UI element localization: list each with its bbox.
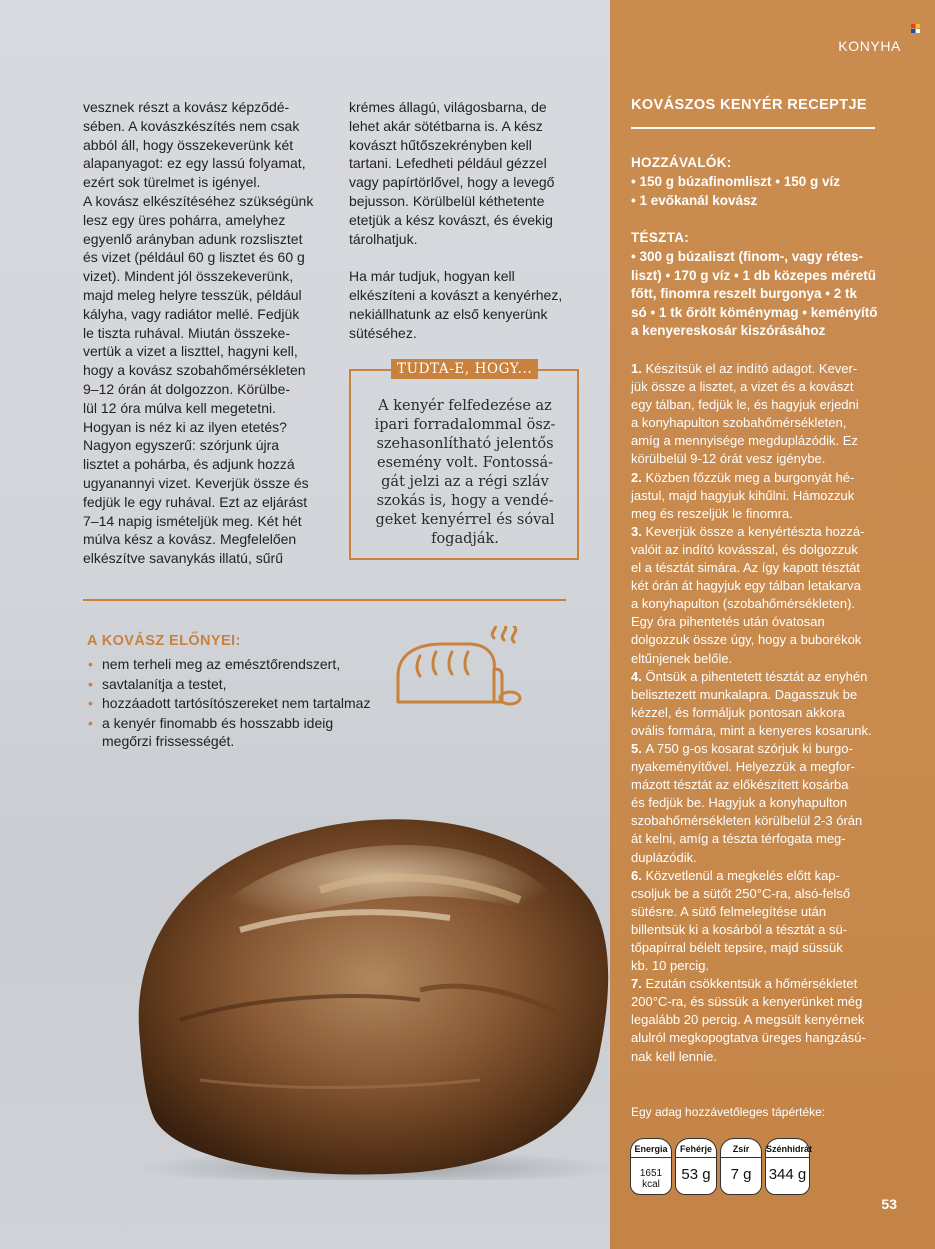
text-line: nekiállhatunk az első kenyerünk bbox=[349, 305, 548, 322]
recipe-step-line: körülbelül 9-12 órát vesz igénybe. bbox=[631, 451, 826, 467]
step-number: 5. bbox=[631, 740, 646, 756]
text-line: ezért sok türelmet is igényel. bbox=[83, 174, 261, 191]
step-number: 2. bbox=[631, 469, 646, 485]
recipe-step-line: és fedjük be. Hagyjuk a konyhapulton bbox=[631, 795, 848, 811]
recipe-step-line: 6. Közvetlenül a megkelés előtt kap- bbox=[631, 867, 840, 883]
text-line: kályha, vagy radiátor mellé. Fedjük bbox=[83, 305, 300, 322]
bread-icon bbox=[390, 626, 526, 714]
recipe-step-line: a konyhapulton szobahőmérsékleten, bbox=[631, 415, 847, 431]
text-line: Hogyan is néz ki az ilyen etetés? bbox=[83, 418, 287, 435]
benefit-text: a kenyér finomabb és hosszabb ideig megőrzi frissességét. bbox=[102, 714, 334, 749]
step-number: 6. bbox=[631, 867, 646, 883]
benefits-title: A KOVÁSZ ELŐNYEI: bbox=[87, 633, 241, 649]
recipe-step-line: a konyhapulton (szobahőmérsékleten). bbox=[631, 596, 856, 612]
ingredient-line: • 1 evőkanál kovász bbox=[631, 192, 758, 208]
nutrition-row bbox=[630, 1138, 813, 1195]
dough-ingredient-line: liszt) • 170 g víz • 1 db közepes méretű bbox=[631, 267, 877, 283]
did-you-know-line: ipari forradalommal ösz- bbox=[374, 417, 556, 433]
dough-ingredients-list bbox=[631, 248, 891, 341]
ingredients-list bbox=[631, 173, 891, 210]
benefit-item bbox=[88, 655, 378, 674]
brand-dots-icon bbox=[911, 24, 921, 34]
recipe-step-line: két órán át hagyjuk egy tálban letakarva bbox=[631, 578, 861, 594]
dough-ingredient-line: • 300 g búzaliszt (finom-, vagy rétes- bbox=[631, 249, 864, 264]
did-you-know-text bbox=[359, 397, 571, 549]
text-line bbox=[349, 248, 584, 267]
recipe-step-line: ovális formára, mint a kenyeres kosarunk. bbox=[631, 722, 872, 738]
did-you-know-line: A kenyér felfedezése az bbox=[378, 398, 552, 414]
step-number: 1. bbox=[631, 361, 646, 376]
text-line: krémes állagú, világosbarna, de bbox=[349, 99, 547, 115]
recipe-step-line: nyakeményítővel. Helyezzük a megfor- bbox=[631, 759, 855, 775]
recipe-step-line: amíg a mennyisége megduplázódik. Ez bbox=[631, 433, 858, 449]
text-line: le tiszta ruhával. Miután összeke- bbox=[83, 324, 290, 341]
benefit-text: savtalanítja a testet, bbox=[102, 675, 227, 692]
text-line: lisztet a pohárba, és adjunk hozzá bbox=[83, 456, 295, 473]
nutrition-box bbox=[720, 1138, 762, 1195]
dough-heading: TÉSZTA: bbox=[631, 230, 690, 245]
recipe-step-line: 5. A 750 g-os kosarat szórjuk ki burgo- bbox=[631, 740, 853, 756]
recipe-step-line: egy tálban, fedjük le, és hagyjuk erjedni bbox=[631, 397, 859, 413]
recipe-step-line: valóit az indító kovásszal, és dolgozzuk bbox=[631, 541, 858, 557]
section-divider bbox=[83, 599, 566, 601]
recipe-step-line: eltűnjenek belőle. bbox=[631, 650, 733, 666]
recipe-step-line: 4. Öntsük a pihentetett tésztát az enyhén bbox=[631, 668, 868, 684]
recipe-step-line: 7. Ezután csökkentsük a hőmérsékletet bbox=[631, 976, 858, 992]
benefit-item bbox=[88, 694, 378, 713]
recipe-step-line: nak kell lennie. bbox=[631, 1048, 717, 1064]
text-line: lehet akár sötétbarna is. A kész bbox=[349, 117, 543, 134]
text-line: Nagyon egyszerű: szórjunk újra bbox=[83, 437, 280, 454]
recipe-step-line: Egy óra pihentetés után óvatosan bbox=[631, 614, 825, 630]
recipe-step-line: szobahőmérsékleten körülbelül 2-3 órán bbox=[631, 813, 863, 829]
recipe-title: KOVÁSZOS KENYÉR RECEPTJE bbox=[631, 97, 868, 113]
did-you-know-line: szokás is, hogy a vendé- bbox=[376, 493, 554, 509]
nutrition-value: 53 g bbox=[681, 1166, 711, 1183]
text-line: etetjük a kész kovászt, és évekig bbox=[349, 211, 553, 228]
nutrition-box bbox=[765, 1138, 813, 1195]
step-number: 4. bbox=[631, 668, 646, 684]
text-line: bejusson. Körülbelül kéthetente bbox=[349, 192, 545, 209]
nutrition-box bbox=[675, 1138, 717, 1195]
benefit-item bbox=[88, 714, 378, 751]
nutrition-value: 344 g bbox=[768, 1166, 807, 1183]
text-line: A kovász elkészítéséhez szükségünk bbox=[83, 192, 314, 209]
dough-ingredient-line: só • 1 tk őrölt köménymag • keményítő bbox=[631, 304, 878, 320]
text-line: hogy a kovász szobahőmérsékleten bbox=[83, 362, 306, 379]
recipe-step-line: meg és reszeljük le finomra. bbox=[631, 505, 793, 521]
text-line: sütéséhez. bbox=[349, 324, 417, 341]
text-line: abból áll, hogy összekeverünk két bbox=[83, 136, 294, 153]
recipe-step-line: dolgozzuk össze úgy, hogy a buborékok bbox=[631, 632, 862, 648]
recipe-title-rule bbox=[631, 127, 875, 129]
text-line: sében. A kovászkészítés nem csak bbox=[83, 117, 300, 134]
text-line: ugyanannyi vizet. Keverjük össze és bbox=[83, 474, 309, 491]
recipe-step-line: 200°C-ra, és süssük a kenyerünket még bbox=[631, 994, 863, 1010]
did-you-know-line: szehasonlítható jelentős bbox=[376, 436, 554, 452]
recipe-panel bbox=[610, 0, 935, 1249]
text-line: majd meleg helyre tesszük, például bbox=[83, 286, 302, 303]
nutrition-name: Energia bbox=[631, 1139, 671, 1158]
bullet-icon: • bbox=[88, 714, 93, 731]
recipe-step-line: csoljuk be a sütőt 250°C-ra, alsó-felső bbox=[631, 885, 851, 901]
nutrition-label: Egy adag hozzávetőleges tápértéke: bbox=[631, 1105, 826, 1119]
dough-ingredient-line: főtt, finomra reszelt burgonya • 2 tk bbox=[631, 286, 858, 302]
dough-ingredient-line: a kenyereskosár kiszórásához bbox=[631, 323, 826, 339]
recipe-step-line: sütésre. A sütő felmelegítése után bbox=[631, 903, 827, 919]
text-line: tárolhatjuk. bbox=[349, 230, 418, 247]
text-line: vertük a vizet a liszttel, hagyni kell, bbox=[83, 343, 298, 360]
text-line: lesz egy üres pohárra, amelyhez bbox=[83, 211, 286, 228]
did-you-know-line: esemény volt. Fontossá- bbox=[377, 455, 553, 471]
text-line: tartani. Lefedheti például gézzel bbox=[349, 155, 547, 172]
recipe-step-line: legalább 20 percig. A megsült kenyérnek bbox=[631, 1012, 865, 1028]
ingredient-line: • 150 g búzafinomliszt • 150 g víz bbox=[631, 174, 841, 189]
benefit-text: hozzáadott tartósítószereket nem tartalmaz bbox=[102, 695, 371, 711]
recipe-step-line: kézzel, és formáljuk pontosan akkora bbox=[631, 704, 845, 720]
text-line: Ha már tudjuk, hogyan kell bbox=[349, 268, 515, 285]
did-you-know-line: fogadják. bbox=[431, 531, 499, 547]
recipe-step-line: kb. 10 percig. bbox=[631, 958, 710, 974]
nutrition-value: 1651 kcal bbox=[639, 1168, 663, 1190]
did-you-know-label: TUDTA-E, HOGY... bbox=[391, 359, 538, 379]
text-line: 7–14 napig ismételjük meg. Két hét bbox=[83, 512, 302, 529]
text-line: kovászt hűtőszekrényben kell bbox=[349, 136, 532, 153]
text-column-1 bbox=[83, 98, 335, 568]
nutrition-name: Fehérje bbox=[676, 1139, 716, 1158]
did-you-know-line: geket kenyérrel és sóval bbox=[375, 512, 555, 528]
nutrition-value: 7 g bbox=[730, 1166, 752, 1183]
recipe-step-line: át kelni, amíg a tészta térfogata meg- bbox=[631, 831, 846, 847]
bread-photo bbox=[120, 790, 610, 1180]
bullet-icon: • bbox=[88, 656, 93, 672]
text-line: alapanyagot: ez egy lassú folyamat, bbox=[83, 155, 306, 172]
did-you-know-line: gát jelzi az a régi szláv bbox=[381, 474, 549, 490]
page-number: 53 bbox=[881, 1196, 897, 1212]
did-you-know-box bbox=[349, 361, 579, 560]
text-line: lül 12 óra múlva kell megetetni. bbox=[83, 399, 276, 416]
bullet-icon: • bbox=[88, 695, 93, 711]
recipe-step-line: duplázódik. bbox=[631, 849, 697, 865]
benefit-item bbox=[88, 675, 378, 694]
nutrition-box bbox=[630, 1138, 672, 1195]
text-line: és vizet (például 60 g lisztet és 60 g bbox=[83, 249, 305, 266]
recipe-step-line: el a tésztát simára. Az így kapott tésztát bbox=[631, 560, 861, 576]
recipe-step-line: mázott tésztát az előkészített kosárba bbox=[631, 777, 849, 793]
text-column-2 bbox=[349, 98, 584, 342]
benefit-text: nem terheli meg az emésztőrendszert, bbox=[102, 656, 341, 672]
nutrition-name: Szénhidrát bbox=[766, 1139, 809, 1158]
recipe-step-line: alulról megkopogtatva üreges hangzású- bbox=[631, 1030, 866, 1046]
recipe-step-line: jük össze a lisztet, a vizet és a kovászt bbox=[631, 379, 854, 395]
text-line: vizet). Mindent jól összekeverünk, bbox=[83, 268, 294, 285]
text-line: elkészíteni a kovászt a kenyérhez, bbox=[349, 286, 563, 303]
recipe-steps bbox=[631, 360, 893, 1066]
text-line: vagy papírtörlővel, hogy a levegő bbox=[349, 174, 555, 191]
text-line: elkészítve savanykás illatú, sűrű bbox=[83, 550, 283, 567]
text-line: egyenlő arányban adunk rozslisztet bbox=[83, 230, 303, 247]
text-line: vesznek részt a kovász képződé- bbox=[83, 99, 290, 115]
ingredients-heading: HOZZÁVALÓK: bbox=[631, 155, 732, 170]
text-line: fedjük le egy ruhával. Ezt az eljárást bbox=[83, 493, 308, 510]
recipe-step-line: belisztezett munkalapra. Dagasszuk be bbox=[631, 686, 858, 702]
bullet-icon: • bbox=[88, 675, 93, 692]
nutrition-name: Zsír bbox=[721, 1139, 761, 1158]
step-number: 3. bbox=[631, 523, 646, 539]
recipe-step-line: jastul, majd hagyjuk kihűlni. Hámozzuk bbox=[631, 487, 855, 503]
section-tag: KONYHA bbox=[838, 38, 901, 54]
recipe-step-line: 3. Keverjük össze a kenyértészta hozzá- bbox=[631, 523, 865, 539]
recipe-step-line: billentsük ki a kosárból a tésztát a sü- bbox=[631, 921, 848, 937]
text-line: 9–12 órán át dolgozzon. Körülbe- bbox=[83, 380, 291, 397]
benefits-list bbox=[88, 655, 378, 752]
recipe-step-line: tőpapírral bélelt tepsire, majd süssük bbox=[631, 940, 843, 955]
step-number: 7. bbox=[631, 976, 646, 992]
recipe-step-line: 2. Közben főzzük meg a burgonyát hé- bbox=[631, 469, 855, 485]
recipe-step-line: 1. Készítsük el az indító adagot. Kever- bbox=[631, 361, 858, 376]
text-line: múlva kész a kovász. Megfelelően bbox=[83, 531, 297, 548]
